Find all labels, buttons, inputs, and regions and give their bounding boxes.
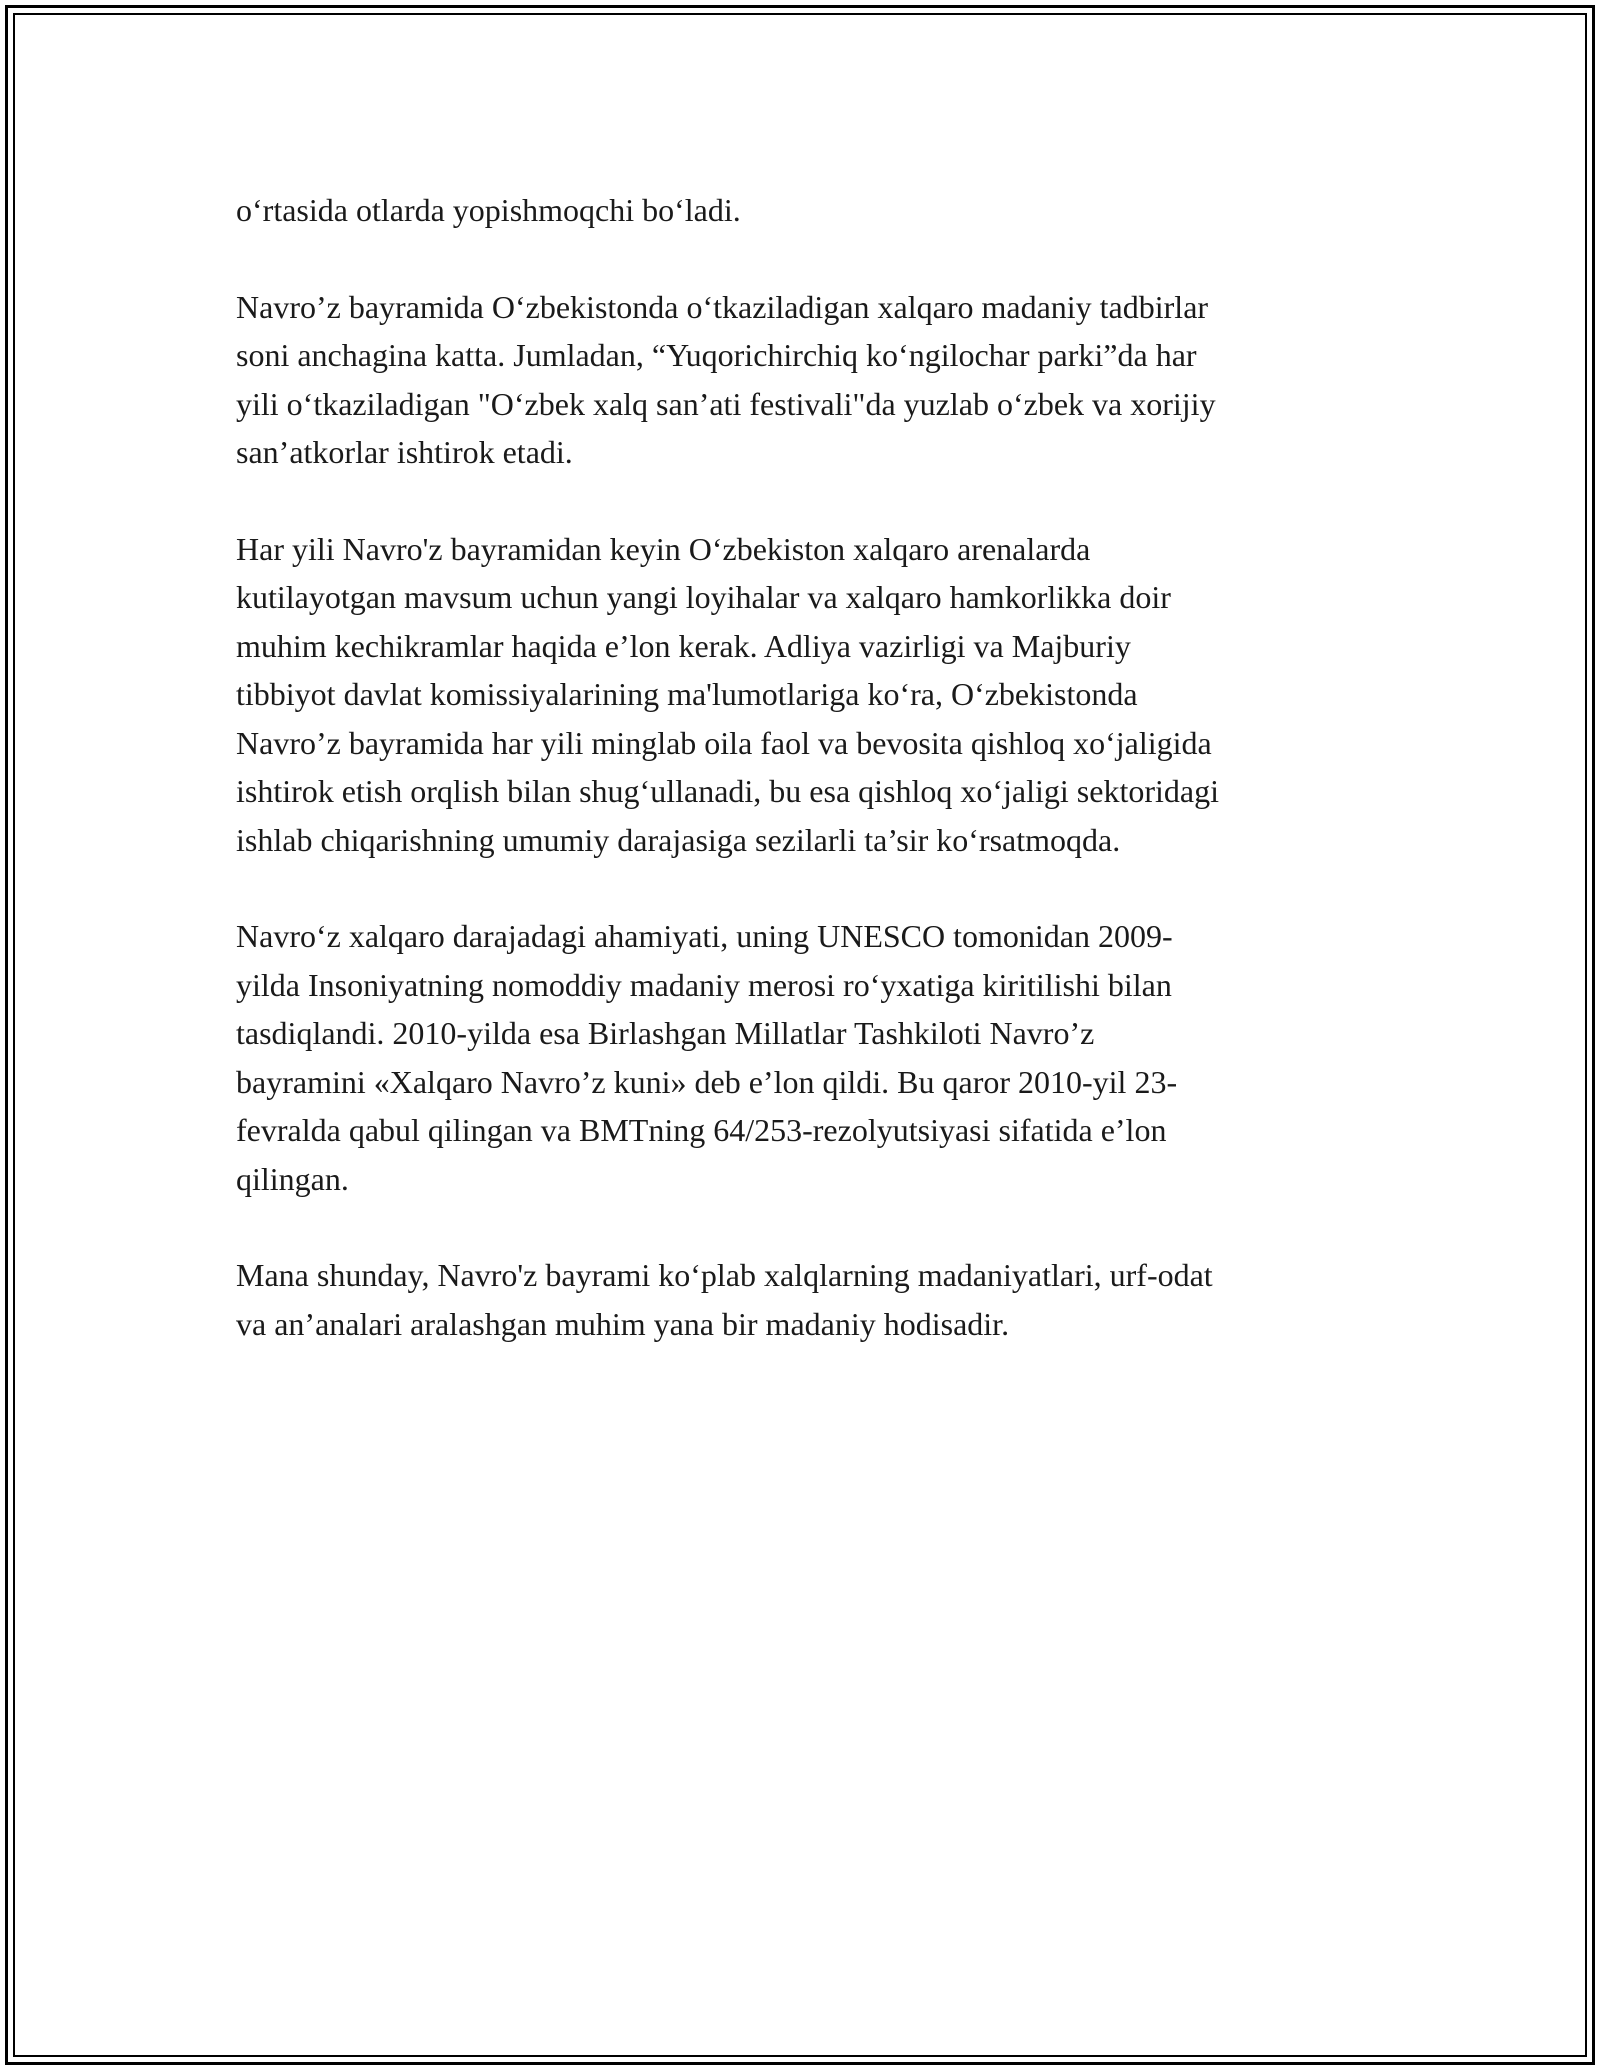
text-line: yilda Insoniyatning nomoddiy madaniy merosi ro‘yxatiga kiritilishi bilan: [236, 966, 1172, 1003]
text-line: Navro’z bayramida har yili minglab oila faol va bevosita qishloq xo‘jaligida: [236, 724, 1212, 761]
text-line: Mana shunday, Navro'z bayrami ko‘plab xalqlarning madaniyatlari, urf-odat: [236, 1257, 1213, 1293]
text-line: kutilayotgan mavsum uchun yangi loyihalar va xalqaro hamkorlikka doir: [236, 579, 1171, 615]
paragraph-2: [236, 283, 1370, 477]
document-body: [236, 186, 1370, 1396]
paragraph-3: [236, 525, 1370, 865]
paragraph-1: [236, 186, 1370, 235]
text-line: tibbiyot davlat komissiyalarining ma'lumotlariga ko‘ra, O‘zbekistonda: [236, 676, 1138, 712]
text-line: fevralda qabul qilingan va BMTning 64/253-rezolyutsiyasi sifatida e’lon: [236, 1112, 1167, 1148]
text-line: ishtirok etish orqlish bilan shug‘ullanadi, bu esa qishloq xo‘jaligi sektoridagi: [236, 773, 1219, 809]
text-line: o‘rtasida otlarda yopishmoqchi bo‘ladi.: [236, 192, 741, 228]
text-line: ishlab chiqarishning umumiy darajasiga sezilarli ta’sir ko‘rsatmoqda.: [236, 821, 1121, 858]
paragraph-4: [236, 912, 1370, 1203]
paragraph-5: [236, 1251, 1370, 1348]
text-line: san’atkorlar ishtirok etadi.: [236, 434, 573, 470]
text-line: Navro‘z xalqaro darajadagi ahamiyati, uning UNESCO tomonidan 2009-: [236, 918, 1173, 954]
text-line: bayramini «Xalqaro Navro’z kuni» deb e’lon qildi. Bu qaror 2010-yil 23-: [236, 1063, 1178, 1100]
text-line: soni anchagina katta. Jumladan, “Yuqorichirchiq ko‘ngilochar parki”da har: [236, 337, 1197, 373]
text-line: tasdiqlandi. 2010-yilda esa Birlashgan Millatlar Tashkiloti Navro’z: [236, 1015, 1095, 1051]
text-line: Har yili Navro'z bayramidan keyin O‘zbekiston xalqaro arenalarda: [236, 530, 1091, 567]
text-line: yili o‘tkaziladigan "O‘zbek xalq san’ati festivali"da yuzlab o‘zbek va xorijiy: [236, 385, 1216, 422]
text-line: qilingan.: [236, 1160, 349, 1197]
text-line: Navro’z bayramida O‘zbekistonda o‘tkaziladigan xalqaro madaniy tadbirlar: [236, 288, 1209, 325]
text-line: muhim kechikramlar haqida e’lon kerak. Adliya vazirligi va Majburiy: [236, 627, 1131, 664]
text-line: va an’analari aralashgan muhim yana bir madaniy hodisadir.: [236, 1305, 1010, 1342]
